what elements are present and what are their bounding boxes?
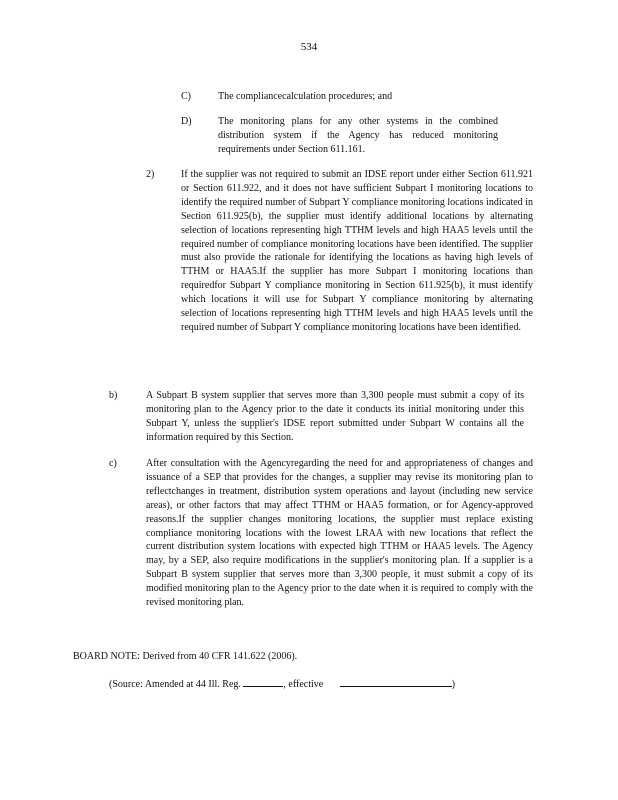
source-prefix: (Source: Amended at 44 Ill. Reg. xyxy=(109,679,241,690)
item-c-upper-label: C) xyxy=(181,91,191,102)
item-d-label: D) xyxy=(181,116,192,127)
item-c-lower-text: After consultation with the Agencyregarding the need for and appropriateness of changes and issuance of a SEP that provides for the changes, a supplier may revise its monitoring plan to reflectchanges in treatment, distribution system operations and layout (including new service areas), or other factors that may affect TTHM or HAA5 formation, or for Agency-approved reasons.If the supplier changes monitoring locations, the supplier must replace existing compliance monitoring locations with the lowest LRAA with new locations that reflect the current distribution system locations with expected high TTHM or HAA5 levels. The Agency may, by a SEP, also require modifications in the supplier's monitoring plan. If a supplier is a Subpart B system supplier that serves more than 3,300 people, it must submit a copy of its modified monitoring plan to the Agency prior to the date when it is required to comply with the revised monitoring plan. xyxy=(146,458,533,609)
board-note: BOARD NOTE: Derived from 40 CFR 141.622 (2006). xyxy=(73,651,298,662)
source-suffix: ) xyxy=(451,679,456,690)
effective-date-blank[interactable] xyxy=(340,677,452,687)
item-b-label: b) xyxy=(109,390,118,401)
source-citation xyxy=(109,677,529,692)
item-2-text: If the supplier was not required to submit an IDSE report under either Section 611.921 or Section 611.922, and it does not have sufficient Subpart I monitoring locations to identify the required number of Subpart Y compliance monitoring locations indicated in Section 611.925(b), the supplier must identify additional locations by alternating selection of locations representing high TTHM levels and high HAA5 levels until the required number of compliance monitoring locations have been identified. The supplier must also provide the rationale for identifying the locations as having high levels of TTHM or HAA5.If the supplier has more Subpart I monitoring locations than requiredfor Subpart Y compliance monitoring in Section 611.925(b), it must identify which locations it will use for Subpart Y compliance monitoring by alternating selection of locations representing high TTHM levels and high HAA5 levels until the required number of Subpart Y compliance monitoring locations have been identified. xyxy=(181,169,533,333)
item-c-upper-text: The compliancecalculation procedures; and xyxy=(218,91,393,102)
item-c-lower-label: c) xyxy=(109,458,117,469)
item-d-text: The monitoring plans for any other systems in the combined distribution system if the Agency has reduced monitoring requirements under Section 611.161. xyxy=(218,116,498,155)
register-number-blank[interactable] xyxy=(243,677,283,687)
item-b-text: A Subpart B system supplier that serves more than 3,300 people must submit a copy of its monitoring plan to the Agency prior to the date it conducts its initial monitoring under this Subpart Y, unless the supplier's IDSE report submitted under Subpart W contains all the information required by this Section. xyxy=(146,390,524,443)
source-middle: , effective xyxy=(283,679,324,690)
item-2-label: 2) xyxy=(146,169,155,180)
page-number: 534 xyxy=(300,41,318,53)
